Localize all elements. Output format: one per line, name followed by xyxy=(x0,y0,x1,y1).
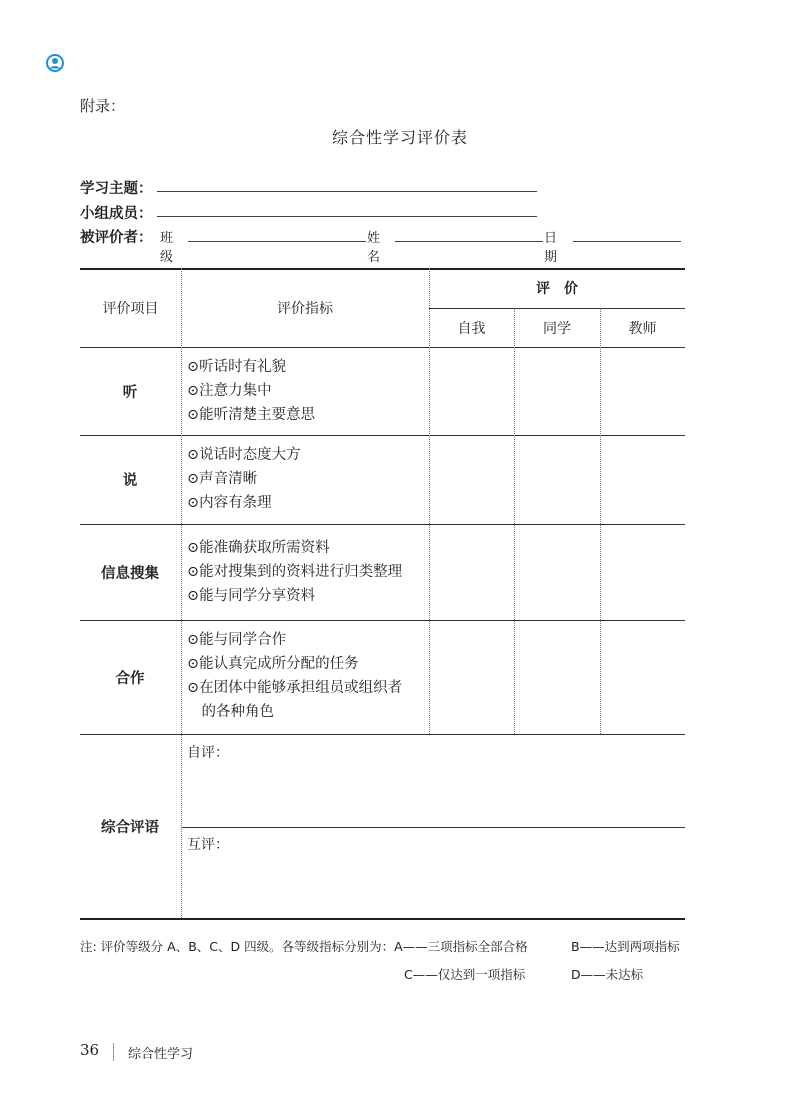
self-remark-label: 自评： xyxy=(187,745,229,761)
category-info-gathering: 信息搜集 xyxy=(101,565,159,582)
peer-remark-label: 互评： xyxy=(187,837,229,853)
category-cooperation: 合作 xyxy=(115,670,145,687)
members-label: 小组成员： xyxy=(80,206,153,222)
criterion-item: 的各种角色 xyxy=(187,704,274,720)
topic-field xyxy=(80,177,153,198)
date-label: 日期 xyxy=(544,231,558,265)
topic-label: 学习主题： xyxy=(80,181,153,197)
category-speaking: 说 xyxy=(122,473,138,489)
criterion-item: ⊙说话时态度大方 xyxy=(187,447,301,463)
page-title: 综合性学习评价表 xyxy=(331,128,468,147)
criterion-item: ⊙在团体中能够承担组员或组织者 xyxy=(187,680,403,696)
topic-input-line[interactable] xyxy=(157,191,537,192)
criterion-item: ⊙听话时有礼貌 xyxy=(187,359,287,375)
header-peer: 同学 xyxy=(543,320,571,337)
class-input-line[interactable] xyxy=(188,241,366,242)
class-label: 班级 xyxy=(160,231,174,265)
grading-note: 注: 评价等级分 A、B、C、D 四级。各等级指标分别为：A——三项指标全部合格 xyxy=(80,939,528,954)
header-indicator: 评价指标 xyxy=(277,300,333,317)
criterion-item: ⊙能听清楚主要意思 xyxy=(187,407,316,423)
evaluatee-field xyxy=(80,226,558,265)
criterion-item: ⊙能认真完成所分配的任务 xyxy=(187,656,359,672)
criteria-speaking xyxy=(187,443,301,515)
criteria-info-gathering xyxy=(187,536,402,608)
grade-d: D——未达标 xyxy=(571,967,644,982)
name-label: 姓名 xyxy=(367,231,381,265)
category-listening: 听 xyxy=(122,384,138,401)
header-evaluation: 评 价 xyxy=(536,281,578,297)
criterion-item: ⊙能与同学合作 xyxy=(187,632,287,648)
footer-separator xyxy=(113,1043,114,1061)
criterion-item: ⊙声音清晰 xyxy=(187,471,258,487)
name-input-line[interactable] xyxy=(395,241,543,242)
header-item: 评价项目 xyxy=(102,300,159,317)
grade-b: B——达到两项指标 xyxy=(571,939,680,954)
self-column-divider xyxy=(514,308,515,734)
peer-column-divider xyxy=(600,308,601,734)
criterion-item: ⊙内容有条理 xyxy=(187,495,272,511)
criteria-listening xyxy=(187,355,315,427)
page-number: 36 xyxy=(80,1041,100,1059)
item-column-divider xyxy=(181,268,182,918)
criterion-item: ⊙能与同学分享资料 xyxy=(187,588,316,604)
table-bottom-border xyxy=(80,918,685,920)
remark-divider xyxy=(181,827,685,828)
user-badge-icon xyxy=(45,53,65,73)
appendix-label: 附录： xyxy=(80,97,126,115)
criteria-cooperation xyxy=(187,628,402,724)
footer-section: 综合性学习 xyxy=(128,1047,194,1062)
date-input-line[interactable] xyxy=(573,241,681,242)
members-field xyxy=(80,202,153,223)
grade-c: C——仅达到一项指标 xyxy=(404,967,526,982)
criterion-item: ⊙能对搜集到的资料进行归类整理 xyxy=(187,564,403,580)
criterion-item: ⊙注意力集中 xyxy=(187,383,272,399)
header-teacher: 教师 xyxy=(628,320,657,337)
criterion-item: ⊙能准确获取所需资料 xyxy=(187,540,330,556)
members-input-line[interactable] xyxy=(157,216,537,217)
category-summary: 综合评语 xyxy=(101,819,159,836)
header-self: 自我 xyxy=(457,320,486,337)
evaluatee-label: 被评价者： xyxy=(80,230,153,246)
